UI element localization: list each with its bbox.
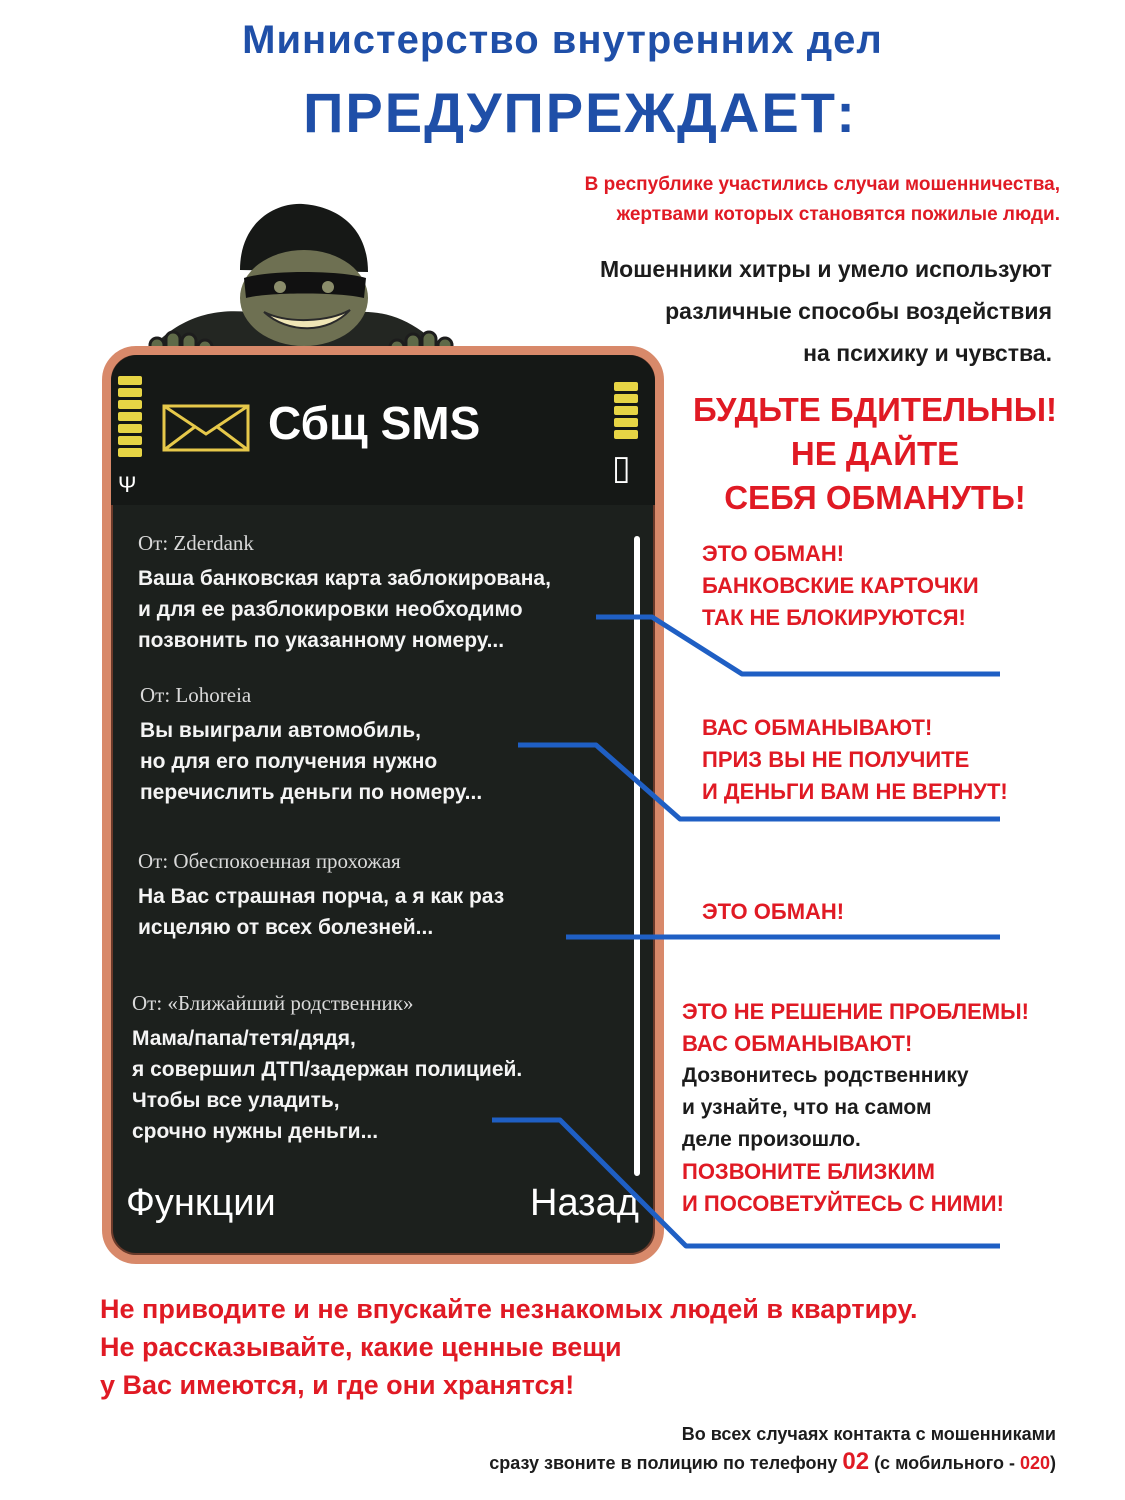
warning-line: ВАС ОБМАНЫВАЮТ! (702, 715, 933, 740)
back-softkey[interactable]: Назад (530, 1182, 639, 1224)
contact-suffix: ) (1050, 1453, 1056, 1473)
sms-line: я совершил ДТП/задержан полицией. (132, 1058, 523, 1081)
warning-relative (682, 996, 1122, 1220)
warning-line: и узнайте, что на самом (682, 1096, 932, 1119)
sms-sender: От: Обеспокоенная прохожая (138, 849, 401, 873)
contact-info (200, 1420, 1056, 1477)
sms-sender: От: «Ближайший родственник» (132, 991, 414, 1015)
warning-line: Дозвонитесь родственнику (682, 1064, 969, 1087)
sms-line: Чтобы все уладить, (132, 1089, 340, 1112)
vigilance-line: БУДЬТЕ БДИТЕЛЬНЫ! (692, 391, 1058, 428)
sms-line: позвонить по указанному номеру... (138, 629, 505, 652)
warning-line: И ПОСОВЕТУЙТЕСЬ С НИМИ! (682, 1191, 1004, 1216)
sms-line: На Вас страшная порча, а я как раз (138, 885, 505, 908)
advice-line: Не рассказывайте, какие ценные вещи (100, 1332, 622, 1362)
sms-line: Мама/папа/тетя/дядя, (132, 1027, 356, 1050)
contact-mobile-prefix: (с мобильного - (869, 1453, 1020, 1473)
warns-heading: ПРЕДУПРЕЖДАЕТ: (303, 81, 857, 144)
sms-line: и для ее разблокировки необходимо (138, 598, 523, 621)
sms-message[interactable] (138, 846, 628, 943)
intro-dark-line: различные способы воздействия (665, 298, 1052, 324)
contact-prefix: сразу звоните в полицию по телефону (489, 1453, 843, 1473)
sms-title: Сбщ SMS (268, 397, 481, 449)
sms-message[interactable] (140, 680, 630, 808)
contact-line (200, 1448, 1056, 1477)
sms-message[interactable] (138, 528, 638, 656)
sms-sender: От: Zderdank (138, 531, 254, 555)
vigilance-line: НЕ ДАЙТЕ (790, 435, 960, 472)
advice-line: Не приводите и не впускайте незнакомых людей в квартиру. (100, 1294, 918, 1324)
warning-line: ЭТО ОБМАН! (702, 541, 845, 566)
warning-prize (702, 712, 1102, 808)
intro-dark-line: на психику и чувства. (803, 340, 1052, 366)
advice-line: у Вас имеются, и где они хранятся! (100, 1370, 575, 1400)
functions-softkey[interactable]: Функции (126, 1182, 276, 1224)
warning-line: деле произошло. (682, 1128, 861, 1151)
warning-line: ЭТО НЕ РЕШЕНИЕ ПРОБЛЕМЫ! (682, 999, 1029, 1024)
warning-line: ПОЗВОНИТЕ БЛИЗКИМ (682, 1159, 935, 1184)
ministry-title: Министерство внутренних дел (242, 18, 883, 62)
warning-bank-card (702, 538, 1102, 634)
sms-line: Ваша банковская карта заблокирована, (138, 567, 551, 590)
warning-line: И ДЕНЬГИ ВАМ НЕ ВЕРНУТ! (702, 779, 1008, 804)
mobile-number[interactable]: 020 (1019, 1453, 1050, 1473)
bottom-advice (100, 1290, 1100, 1404)
antenna-icon: Ψ (118, 472, 137, 497)
intro-red-line: В республике участились случаи мошенничества, (584, 174, 1060, 195)
sms-line: исцеляю от всех болезней... (138, 916, 434, 939)
warning-line: БАНКОВСКИЕ КАРТОЧКИ (702, 573, 979, 598)
vigilance-line: СЕБЯ ОБМАНУТЬ! (724, 479, 1026, 516)
intro-dark-line: Мошенники хитры и умело используют (599, 256, 1052, 282)
contact-line: Во всех случаях контакта с мошенниками (681, 1424, 1056, 1444)
warning-curse (702, 896, 1102, 928)
intro-red-line: жертвами которых становятся пожилые люди. (616, 204, 1060, 225)
warning-line: ВАС ОБМАНЫВАЮТ! (682, 1031, 913, 1056)
warning-line: ПРИЗ ВЫ НЕ ПОЛУЧИТЕ (702, 747, 970, 772)
battery-icon: ▯ (612, 449, 631, 487)
signal-bars-icon (118, 376, 142, 460)
sms-line: срочно нужны деньги... (132, 1120, 379, 1143)
sms-sender: От: Lohoreia (140, 683, 252, 707)
sms-line: но для его получения нужно (140, 750, 438, 773)
battery-bars-icon (614, 382, 638, 442)
vigilance-heading (670, 388, 1080, 520)
sms-line: Вы выиграли автомобиль, (140, 719, 421, 742)
envelope-icon (162, 404, 250, 452)
sms-line: перечислить деньги по номеру... (140, 781, 483, 804)
police-number[interactable]: 02 (842, 1448, 870, 1475)
warning-line: ТАК НЕ БЛОКИРУЮТСЯ! (702, 605, 966, 630)
warning-line: ЭТО ОБМАН! (702, 899, 845, 924)
fraudster-face (240, 250, 368, 346)
sms-message[interactable] (132, 988, 632, 1147)
